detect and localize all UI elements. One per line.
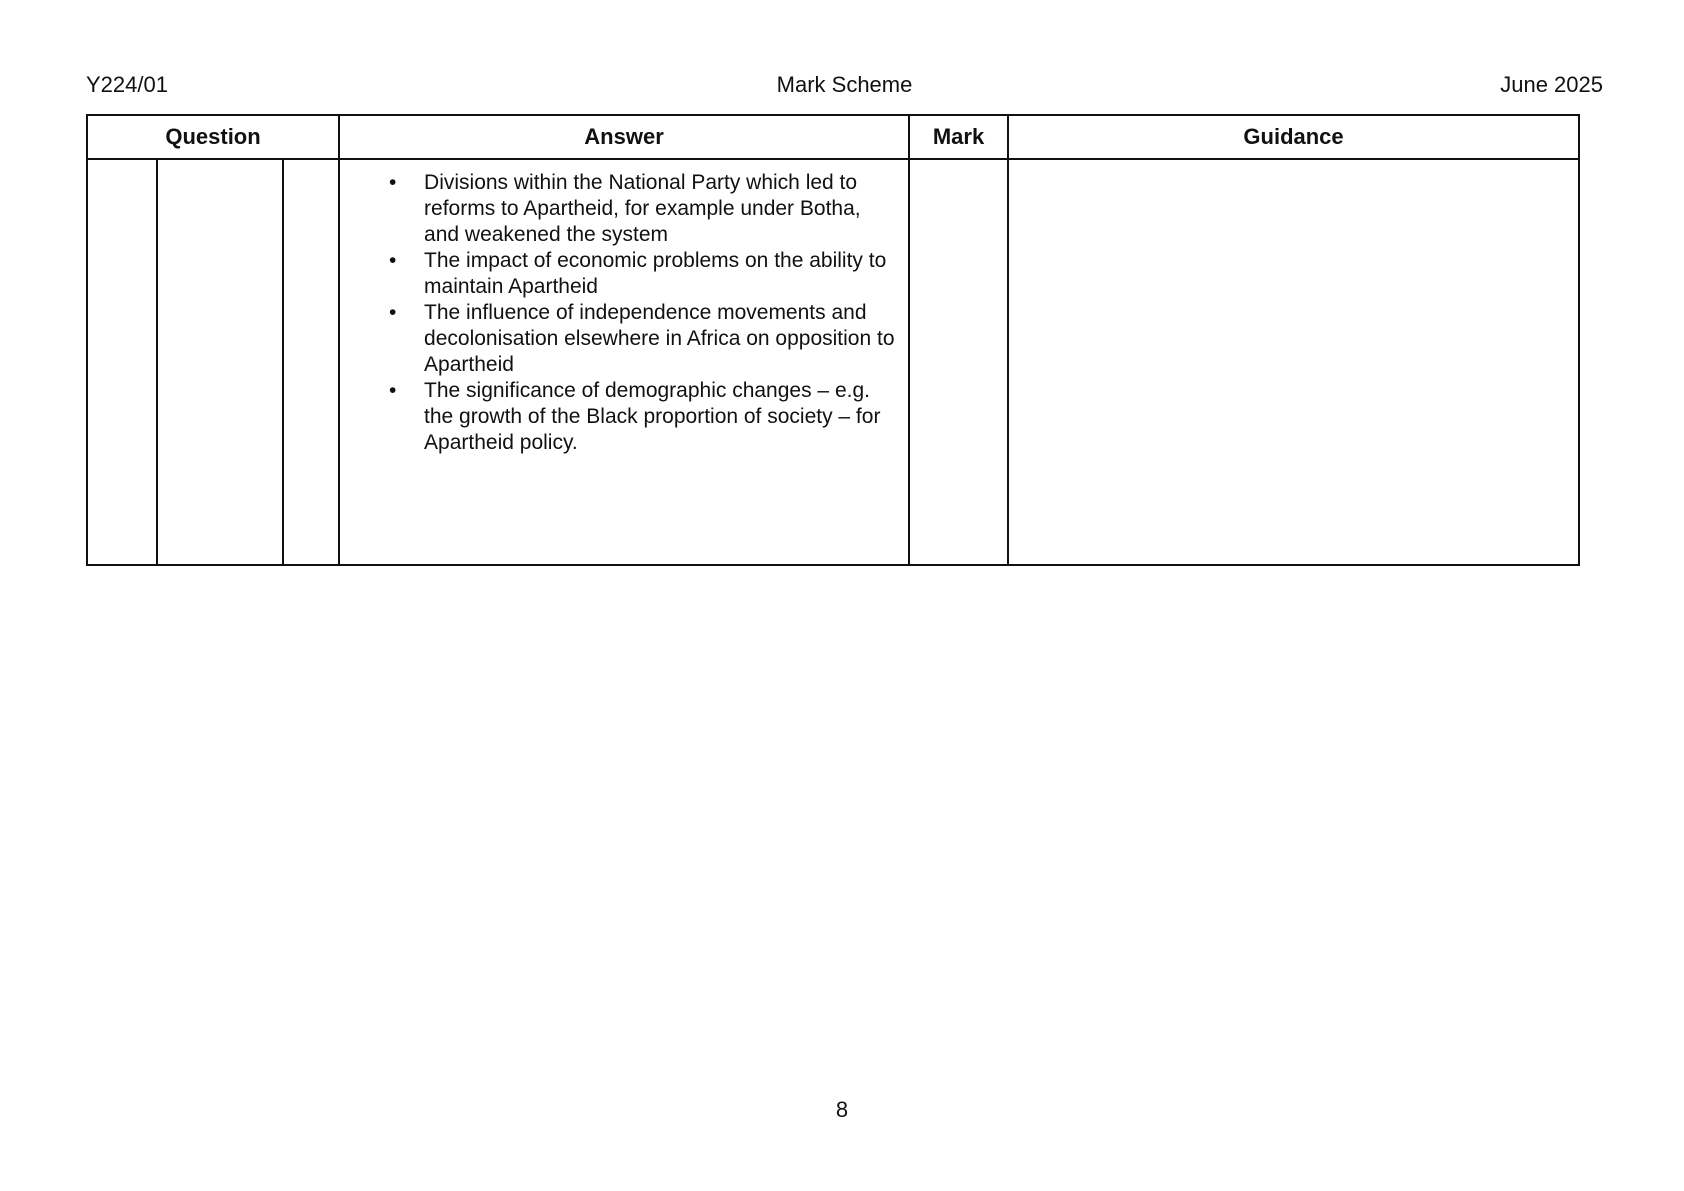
question-subpart-cell [283, 159, 339, 565]
mark-cell [909, 159, 1008, 565]
answer-point: • The impact of economic problems on the ability to maintain Apartheid [424, 248, 896, 300]
mark-scheme-table [86, 114, 1580, 566]
paper-code: Y224/01 [86, 72, 168, 97]
answer-point: • Divisions within the National Party which led to reforms to Apartheid, for example under Botha, and weakened the system [424, 170, 896, 248]
document-title: Mark Scheme [776, 72, 913, 97]
exam-date: June 2025 [1500, 72, 1603, 97]
column-header-question: Question [87, 115, 339, 159]
page-number: 8 [835, 1097, 849, 1122]
answer-point: • The significance of demographic changes – e.g. the growth of the Black proportion of society – for Apartheid policy. [424, 378, 896, 456]
answer-bullet-list [340, 170, 896, 456]
question-number-cell [87, 159, 157, 565]
column-header-guidance: Guidance [1008, 115, 1579, 159]
question-part-cell [157, 159, 283, 565]
column-header-answer: Answer [339, 115, 909, 159]
page-header [86, 72, 1603, 102]
answer-point: • The influence of independence movements and decolonisation elsewhere in Africa on opposition to Apartheid [424, 300, 896, 378]
answer-cell [339, 159, 909, 565]
guidance-cell [1008, 159, 1579, 565]
table-row [87, 159, 1579, 565]
table-header-row [87, 115, 1579, 159]
column-header-mark: Mark [909, 115, 1008, 159]
